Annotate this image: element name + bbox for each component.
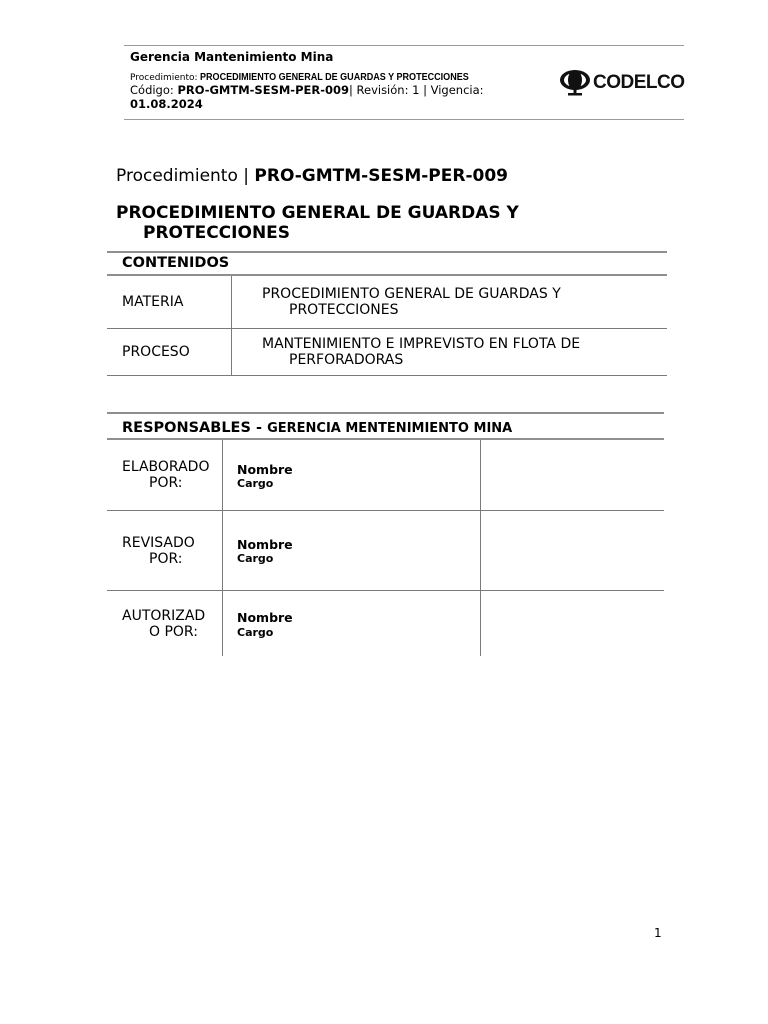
- contents-row-value-proceso: [262, 336, 580, 368]
- contents-row-divider: [107, 328, 667, 329]
- header-revision: | Revisión: 1 | Vigencia:: [348, 83, 484, 97]
- contents-top-rule: [107, 251, 667, 253]
- revisado-role: Cargo: [237, 552, 274, 565]
- codelco-emblem-icon: [559, 69, 591, 97]
- header-procedure: [130, 71, 513, 83]
- elaborado-label: [122, 459, 209, 491]
- elaborado-label-line1: ELABORADO: [122, 459, 210, 475]
- header-code-label: Código:: [130, 83, 174, 97]
- revisado-label-line1: REVISADO: [122, 535, 195, 551]
- procedure-prefix: Procedimiento |: [116, 166, 250, 186]
- proceso-value-line2: PERFORADORAS: [289, 352, 404, 368]
- header-code-block: [130, 83, 490, 111]
- responsables-row-divider-2: [107, 590, 664, 591]
- header-date: 01.08.2024: [130, 97, 203, 111]
- revisado-name: Nombre: [237, 537, 293, 552]
- document-title: [116, 203, 519, 243]
- responsables-heading-sub: GERENCIA MENTENIMIENTO MINA: [267, 421, 513, 436]
- autorizado-label-line2: O POR:: [149, 624, 198, 640]
- responsables-top-rule: [107, 412, 664, 414]
- page-number: 1: [654, 926, 662, 940]
- autorizado-name: Nombre: [237, 610, 293, 625]
- autorizado-label-line1: AUTORIZAD: [122, 608, 206, 624]
- contents-column-divider: [231, 276, 232, 376]
- header-procedure-name: PROCEDIMIENTO GENERAL DE GUARDAS Y PROTECCIONES: [200, 71, 470, 83]
- header-department: Gerencia Mantenimiento Mina: [130, 50, 334, 64]
- document-title-line2: PROTECCIONES: [143, 223, 291, 243]
- contents-heading: CONTENIDOS: [122, 255, 230, 271]
- procedure-code: PRO-GMTM-SESM-PER-009: [254, 166, 509, 186]
- responsables-heading: [122, 417, 512, 436]
- responsables-row-divider-1: [107, 510, 664, 511]
- contents-row-label-proceso: PROCESO: [122, 344, 190, 360]
- autorizado-role: Cargo: [237, 626, 274, 639]
- elaborado-role: Cargo: [237, 477, 274, 490]
- document-title-line1: PROCEDIMIENTO GENERAL DE GUARDAS Y: [116, 203, 519, 223]
- contents-header-rule: [107, 274, 667, 276]
- proceso-value-line1: MANTENIMIENTO E IMPREVISTO EN FLOTA DE: [262, 336, 581, 352]
- responsables-divider-1: [222, 440, 223, 656]
- elaborado-label-line2: POR:: [149, 475, 183, 491]
- contents-row-value-materia: [262, 286, 561, 318]
- header-bottom-rule: [124, 119, 684, 120]
- contents-bottom-rule: [107, 375, 667, 376]
- header-procedure-label: Procedimiento:: [130, 73, 198, 83]
- procedure-code-title: [116, 166, 508, 186]
- codelco-logo: [559, 69, 685, 97]
- responsables-heading-main: RESPONSABLES -: [122, 420, 262, 436]
- responsables-header-rule: [107, 438, 664, 440]
- logo-text: CODELCO: [593, 72, 685, 93]
- revisado-label-line2: POR:: [149, 551, 183, 567]
- responsables-divider-2: [480, 440, 481, 656]
- autorizado-label: [122, 608, 205, 640]
- elaborado-name: Nombre: [237, 462, 293, 477]
- header-top-rule: [124, 45, 684, 46]
- materia-value-line1: PROCEDIMIENTO GENERAL DE GUARDAS Y: [262, 286, 561, 302]
- materia-value-line2: PROTECCIONES: [289, 302, 399, 318]
- contents-row-label-materia: MATERIA: [122, 294, 184, 310]
- header-code: PRO-GMTM-SESM-PER-009: [177, 83, 349, 97]
- revisado-label: [122, 535, 195, 567]
